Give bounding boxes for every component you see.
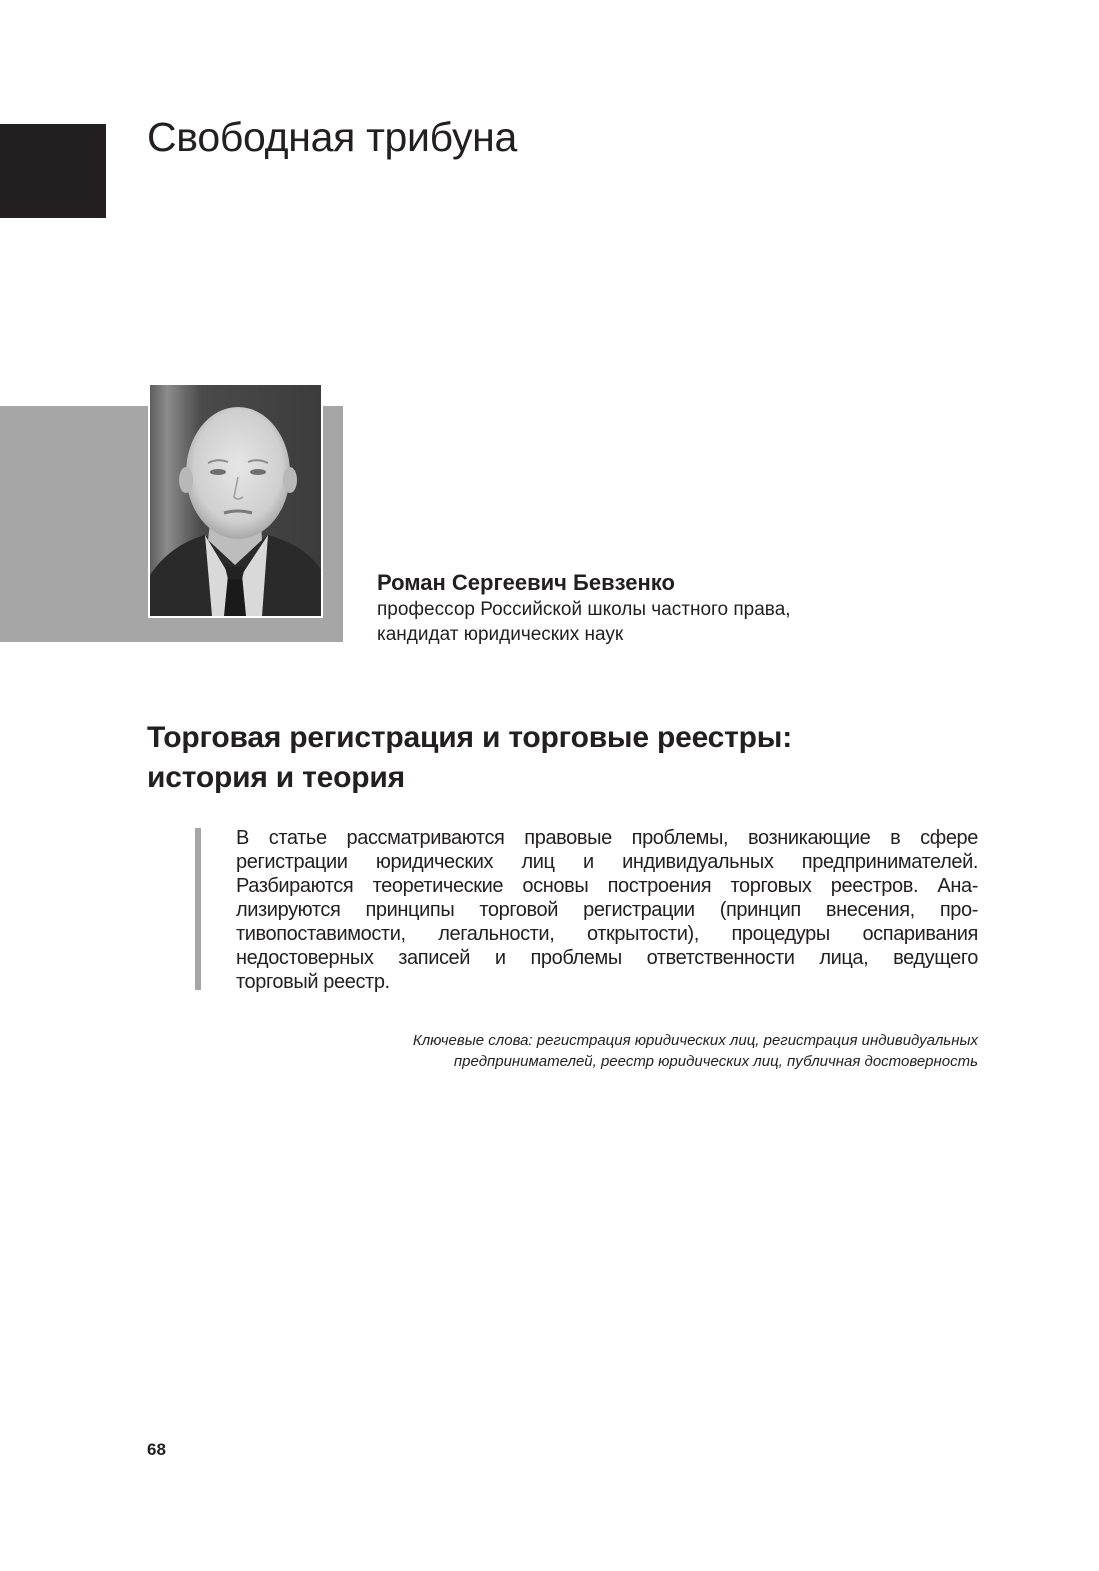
abstract [236,826,978,994]
abstract-line: недостоверных записей и проблемы ответственности лица, ведущего [236,947,978,969]
abstract-line: лизируются принципы торговой регистрации (принцип внесения, про- [236,899,978,921]
article-title-line2: история и теория [147,761,405,794]
abstract-line: торговый реестр. [236,971,390,993]
abstract-line: тивопоставимости, легальности, открытости), процедуры оспаривания [236,923,978,945]
author-photo [148,385,323,618]
keywords [413,1030,978,1072]
section-title: Свободная трибуна [147,114,517,160]
author-block [377,569,791,647]
abstract-accent-bar [195,828,201,990]
keywords-line2: предпринимателей, реестр юридических лиц, публичная достоверность [453,1053,978,1070]
keywords-line1: Ключевые слова: регистрация юридических лиц, регистрация индивидуальных [412,1032,978,1049]
abstract-line: Разбираются теоретические основы построения торговых реестров. Ана- [236,875,978,897]
article-title [147,718,792,798]
author-name: Роман Сергеевич Бевзенко [377,570,675,595]
portrait-image [150,385,321,616]
abstract-line: регистрации юридических лиц и индивидуальных предпринимателей. [236,851,978,873]
portrait-icon [150,385,321,616]
abstract-line: В статье рассматриваются правовые проблемы, возникающие в сфере [236,827,978,849]
article-title-line1: Торговая регистрация и торговые реестры: [147,721,792,754]
author-position-line2: кандидат юридических наук [377,624,624,645]
author-position-line1: профессор Российской школы частного права, [377,599,791,620]
page-number: 68 [147,1440,166,1459]
section-marker-block [0,124,106,218]
